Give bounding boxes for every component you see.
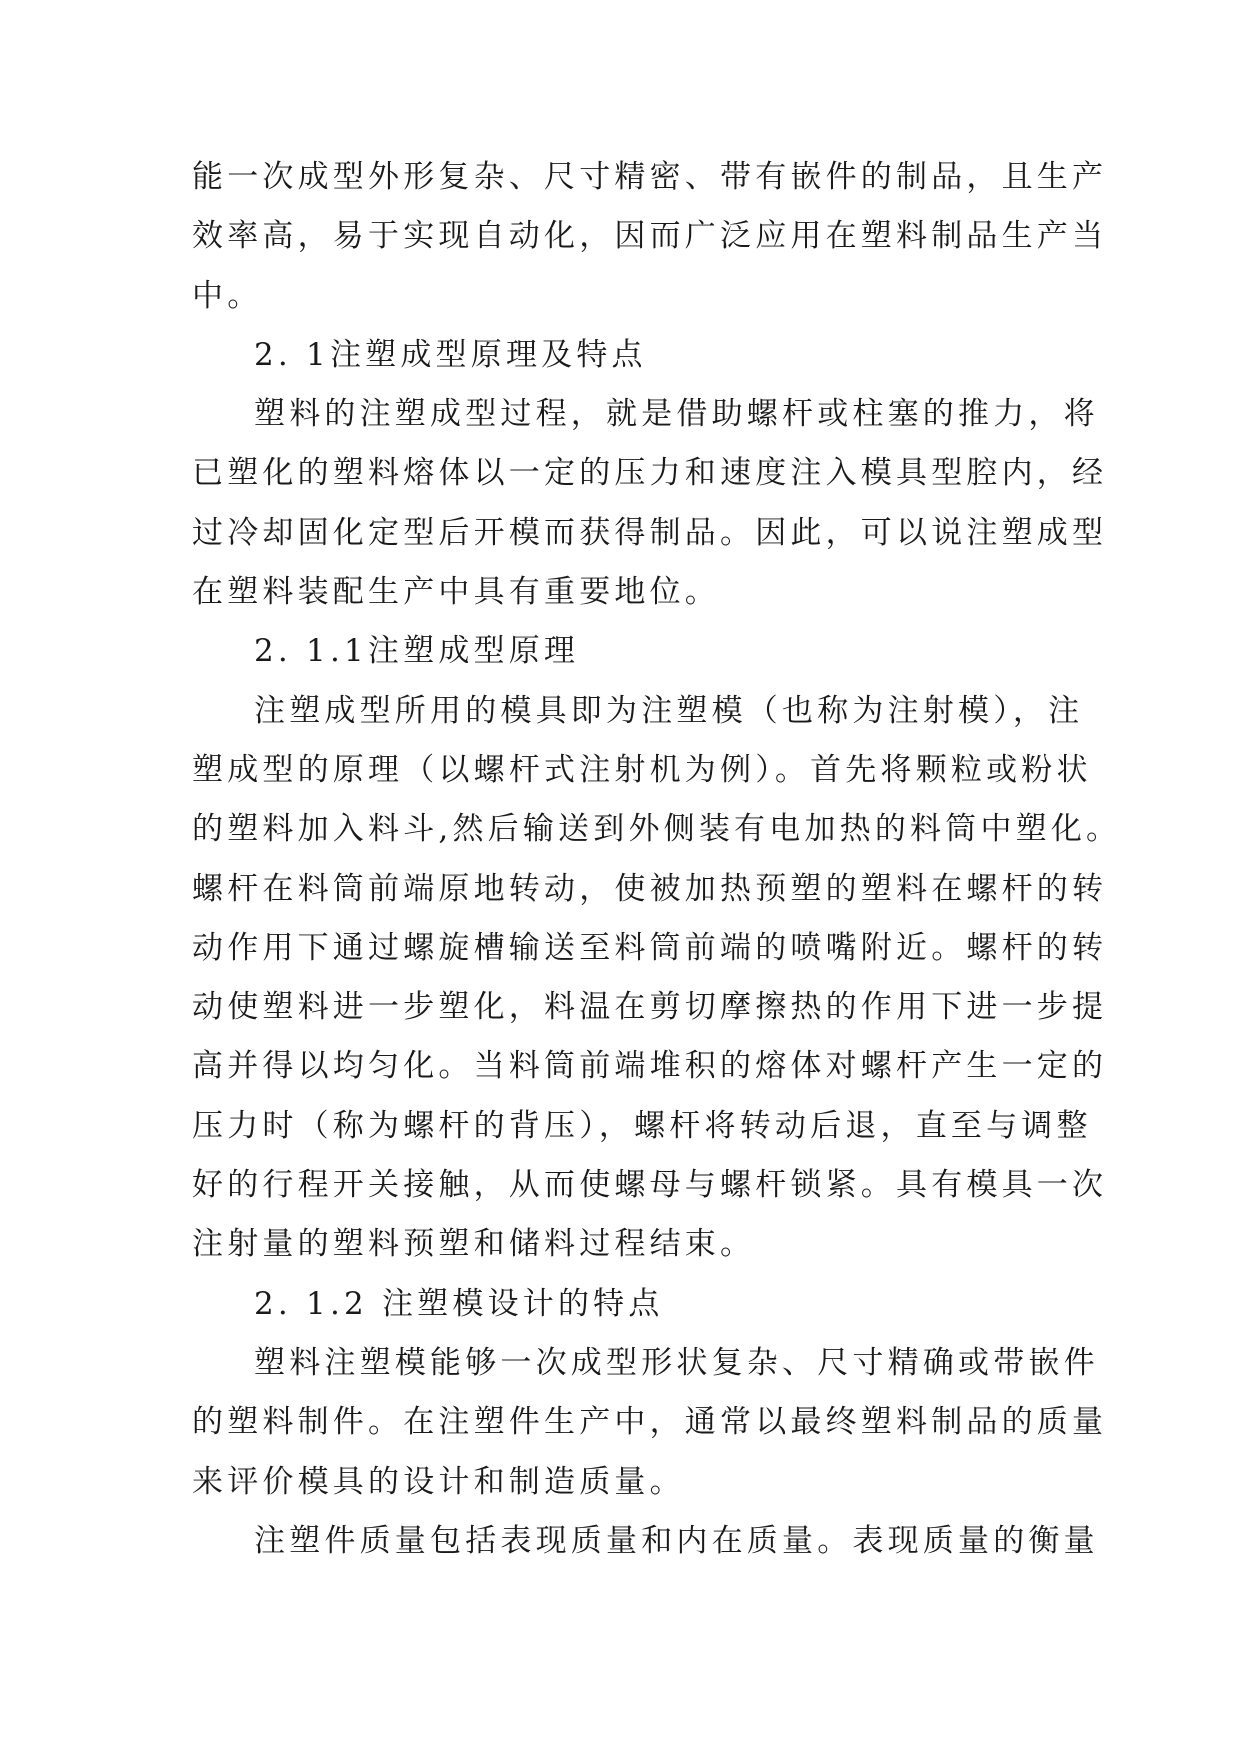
text-line: 的塑料制件。在注塑件生产中，通常以最终塑料制品的质量 — [192, 1404, 1108, 1441]
text-line: 高并得以均匀化。当料筒前端堆积的熔体对螺杆产生一定的 — [192, 1048, 1108, 1085]
text-line: 塑料的注塑成型过程，就是借助螺杆或柱塞的推力，将 — [254, 396, 1099, 433]
text-line: 螺杆在料筒前端原地转动，使被加热预塑的塑料在螺杆的转 — [192, 870, 1108, 907]
text-line: 注塑成型所用的模具即为注塑模（也称为注射模），注 — [254, 692, 1084, 729]
section-heading: 2. 1.1注塑成型原理 — [254, 633, 580, 670]
text-line: 已塑化的塑料熔体以一定的压力和速度注入模具型腔内，经 — [192, 455, 1108, 492]
text-line: 动使塑料进一步塑化，料温在剪切摩擦热的作用下进一步提 — [192, 989, 1108, 1026]
text-line: 来评价模具的设计和制造质量。 — [192, 1463, 685, 1500]
text-line: 压力时（称为螺杆的背压），螺杆将转动后退，直至与调整 — [192, 1107, 1092, 1144]
text-line: 注塑件质量包括表现质量和内在质量。表现质量的衡量 — [254, 1522, 1099, 1559]
text-line: 塑料注塑模能够一次成型形状复杂、尺寸精确或带嵌件 — [254, 1344, 1099, 1381]
text-line: 塑成型的原理（以螺杆式注射机为例）。首先将颗粒或粉状 — [192, 751, 1092, 788]
section-heading: 2. 1注塑成型原理及特点 — [254, 336, 647, 373]
text-line: 注射量的塑料预塑和储料过程结束。 — [192, 1226, 756, 1263]
text-line: 效率高，易于实现自动化，因而广泛应用在塑料制品生产当 — [192, 218, 1108, 255]
text-line: 中。 — [192, 277, 263, 314]
text-line: 过冷却固化定型后开模而获得制品。因此，可以说注塑成型 — [192, 514, 1108, 551]
document-page — [192, 148, 1122, 1571]
text-line: 好的行程开关接触，从而使螺母与螺杆锁紧。具有模具一次 — [192, 1167, 1108, 1204]
section-heading: 2. 1.2 注塑模设计的特点 — [254, 1285, 664, 1322]
text-line: 的塑料加入料斗,然后输送到外侧装有电加热的料筒中塑化。 — [192, 811, 1122, 848]
text-line: 能一次成型外形复杂、尺寸精密、带有嵌件的制品，且生产 — [192, 159, 1108, 195]
text-line: 在塑料装配生产中具有重要地位。 — [192, 574, 720, 611]
text-line: 动作用下通过螺旋槽输送至料筒前端的喷嘴附近。螺杆的转 — [192, 929, 1108, 966]
